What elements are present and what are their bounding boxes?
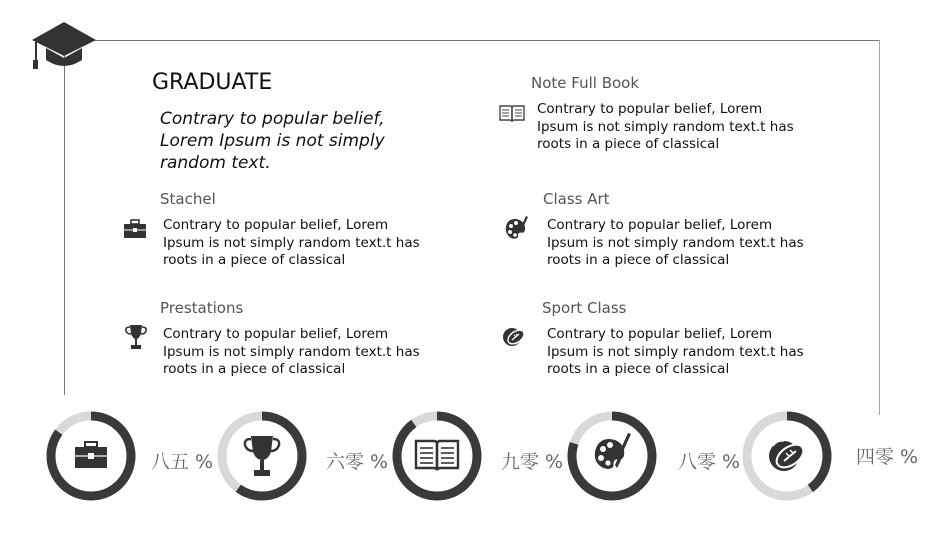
palette-icon — [504, 216, 530, 246]
percentage-label-note-full-book: 九零 % — [501, 451, 564, 473]
text-prestations: Contrary to popular belief, Lorem Ipsum is not simply random text.t has roots in a piece of classical — [163, 326, 420, 377]
frame-right-line — [879, 40, 880, 415]
book-icon — [499, 104, 525, 126]
heading-prestations: Prestations — [160, 299, 244, 317]
page-subtitle: Contrary to popular belief, Lorem Ipsum is not simply random text. — [160, 109, 385, 173]
progress-ring-sport-class — [741, 410, 833, 502]
book-icon — [416, 441, 458, 470]
progress-ring-stachel — [45, 410, 137, 502]
heading-stachel: Stachel — [160, 190, 216, 208]
palette-icon — [595, 433, 631, 469]
graduation-cap-icon — [30, 20, 98, 72]
trophy-icon — [125, 324, 147, 354]
text-stachel: Contrary to popular belief, Lorem Ipsum is not simply random text.t has roots in a piece of classical — [163, 217, 420, 268]
percentage-label-class-art: 八零 % — [678, 451, 741, 473]
progress-ring-prestations — [216, 410, 308, 502]
progress-ring-note-full-book — [391, 410, 483, 502]
football-icon — [769, 440, 807, 472]
text-class-art: Contrary to popular belief, Lorem Ipsum is not simply random text.t has roots in a piece of classical — [547, 217, 804, 268]
percentage-label-prestations: 六零 % — [326, 451, 389, 473]
heading-note-full-book: Note Full Book — [531, 74, 640, 92]
briefcase-icon — [123, 219, 147, 243]
trophy-icon — [245, 436, 279, 476]
text-note-full-book: Contrary to popular belief, Lorem Ipsum is not simply random text.t has roots in a piece of classical — [537, 101, 794, 152]
page-title: GRADUATE — [152, 70, 273, 95]
frame-top-line — [64, 40, 880, 41]
percentage-label-sport-class: 四零 % — [856, 446, 919, 468]
percentage-label-stachel: 八五 % — [151, 451, 214, 473]
briefcase-icon — [75, 442, 107, 468]
heading-sport-class: Sport Class — [542, 299, 627, 317]
football-icon — [502, 326, 526, 352]
frame-left-line — [64, 40, 65, 395]
progress-ring-class-art — [566, 410, 658, 502]
heading-class-art: Class Art — [543, 190, 610, 208]
text-sport-class: Contrary to popular belief, Lorem Ipsum is not simply random text.t has roots in a piece of classical — [547, 326, 804, 377]
